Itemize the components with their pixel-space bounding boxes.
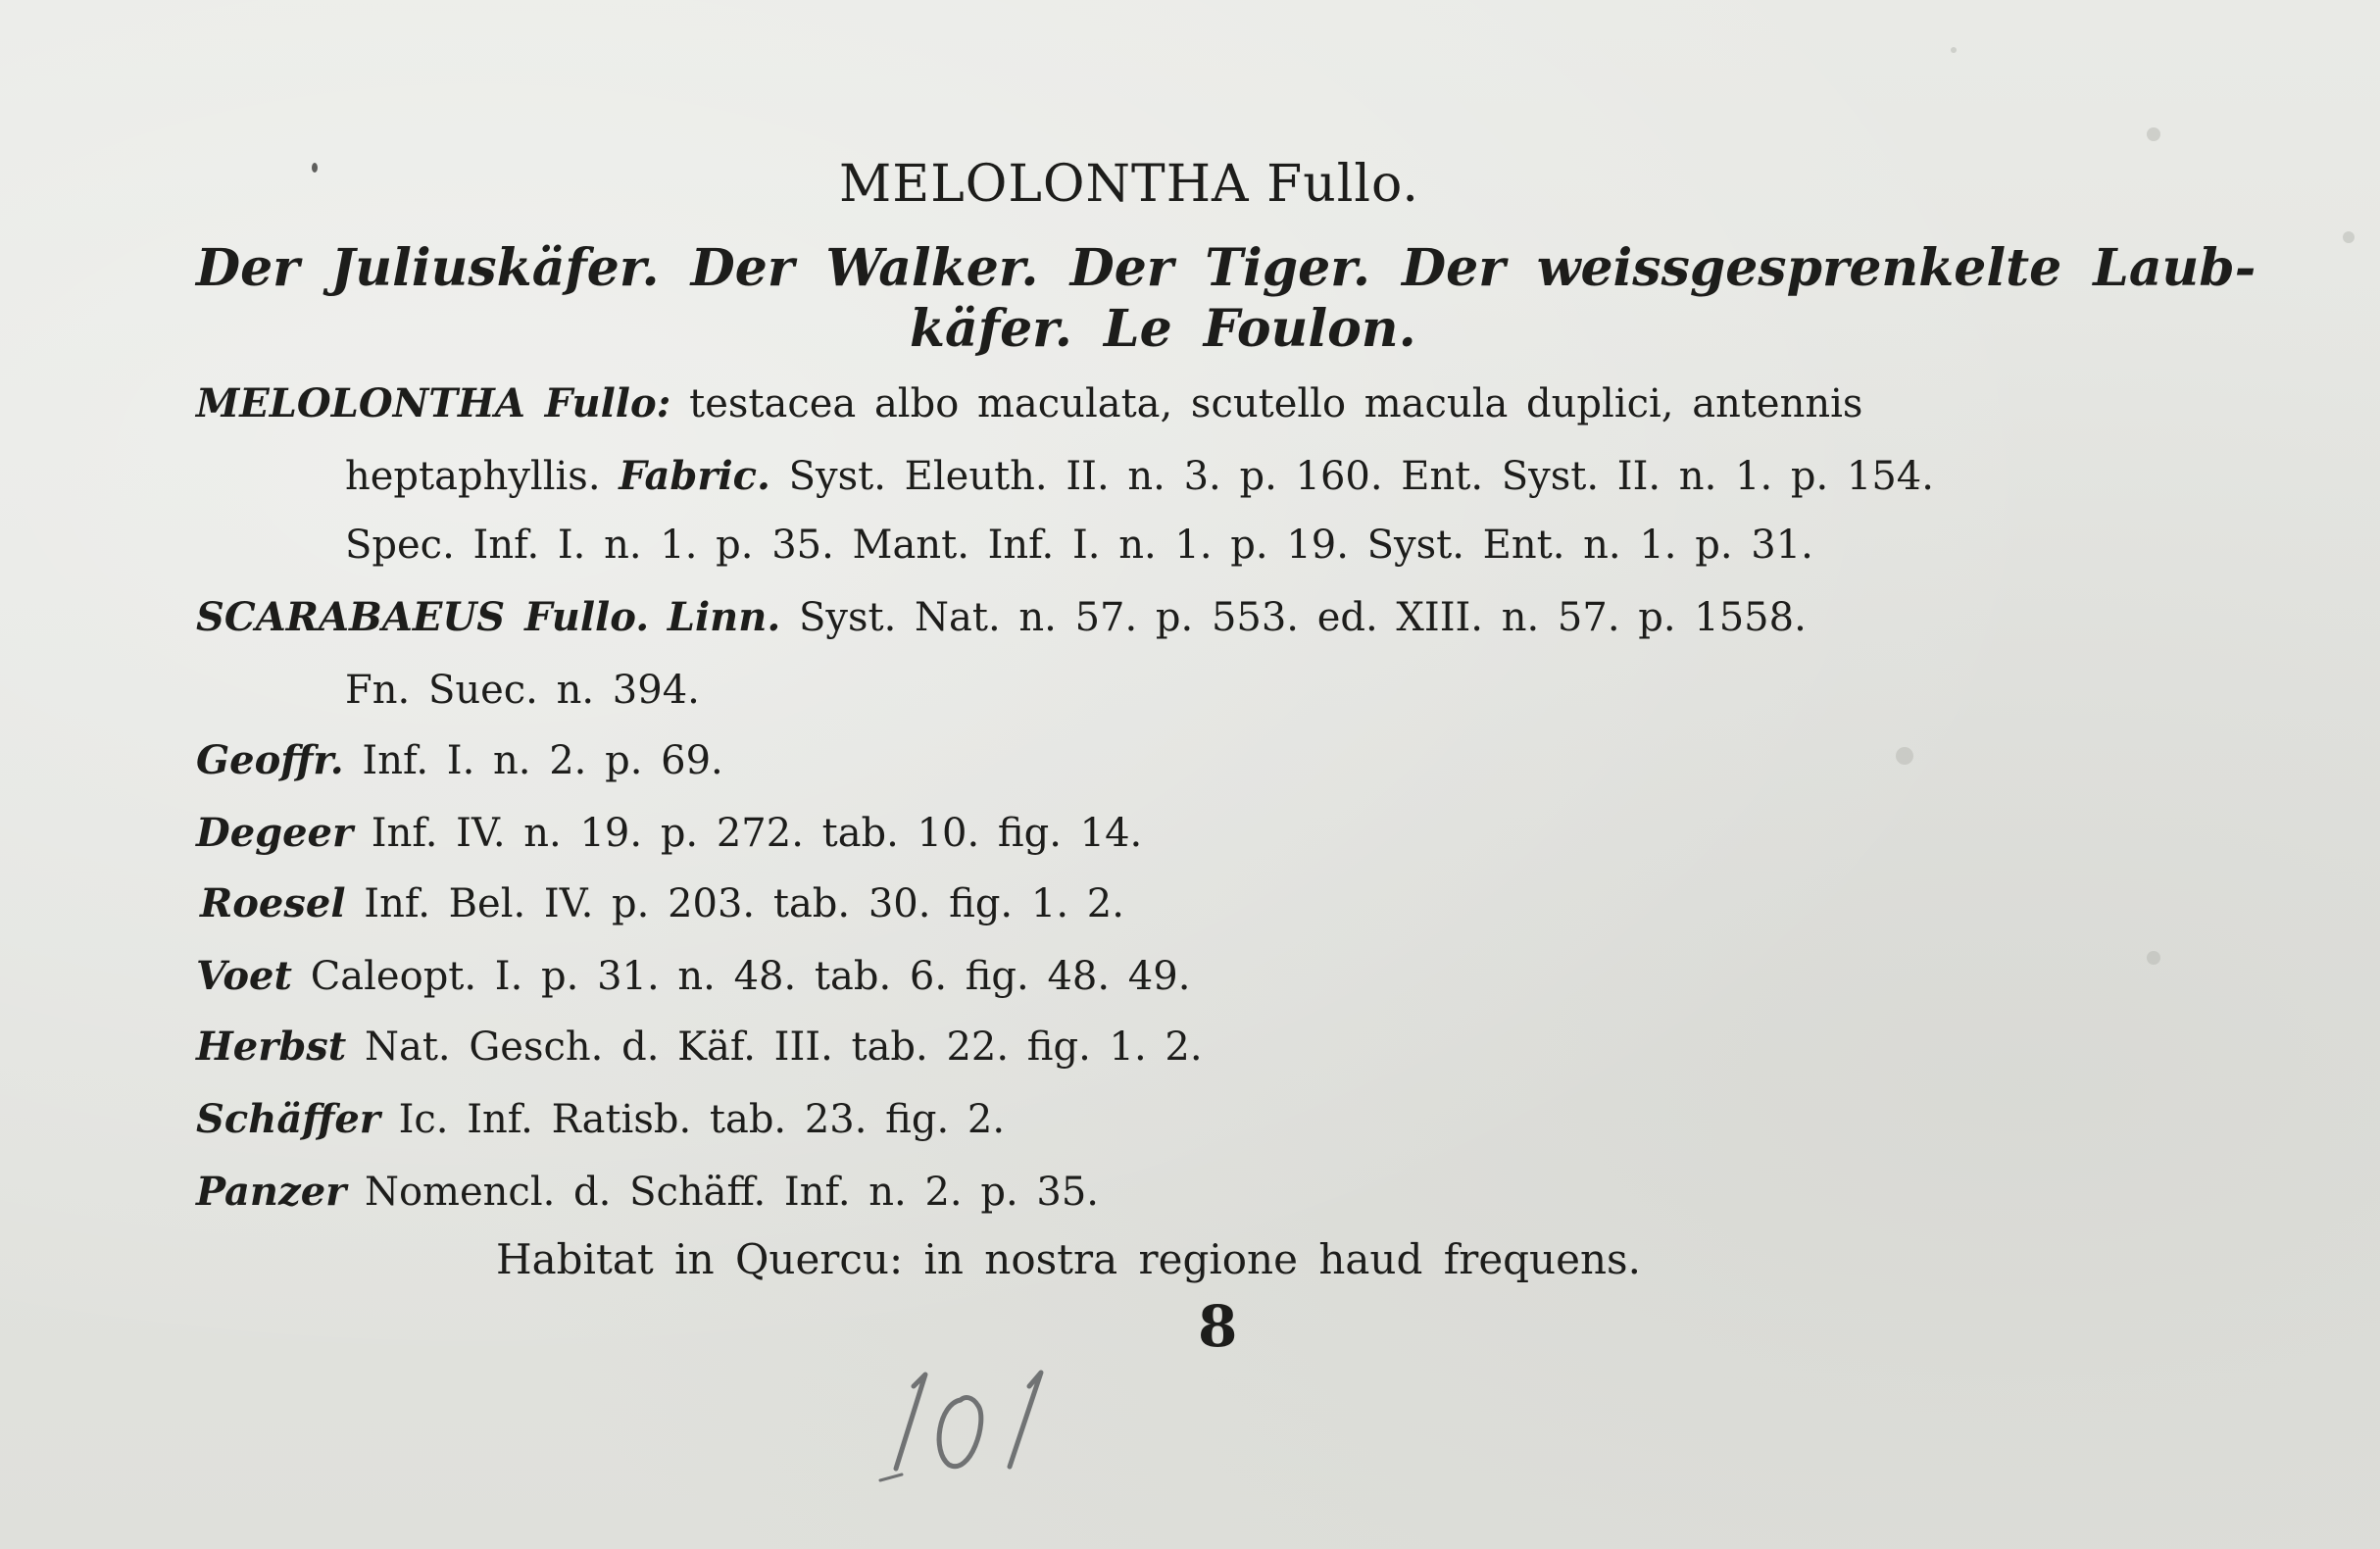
reference-line <box>196 1024 1203 1070</box>
reference-text: Inf. Bel. IV. p. 203. tab. 30. fig. 1. 2. <box>364 881 1124 926</box>
reference-text: Nomencl. d. Schäff. Inf. n. 2. p. 35. <box>364 1170 1099 1215</box>
reference-author: Roesel <box>200 880 346 926</box>
reference-line <box>196 1169 1099 1215</box>
vernacular-names-line1: Der Juliuskäfer. Der Walker. Der Tiger. Der weissgesprenkelte Laub- <box>196 238 2256 298</box>
bleed-through <box>833 637 1617 755</box>
reference-author: Herbst <box>196 1024 347 1070</box>
reference-author: Fabric. <box>619 453 770 499</box>
reference-line <box>196 810 1143 856</box>
synonym-name: SCARABAEUS Fullo. <box>196 594 650 640</box>
paper-speck <box>2343 231 2355 243</box>
reference-author: Geoffr. <box>196 737 344 783</box>
description-line1 <box>196 380 1863 426</box>
reference-line <box>196 1096 1006 1142</box>
page-title: MELOLONTHA Fullo. <box>839 155 1419 214</box>
description-line2 <box>345 453 1934 499</box>
diagnosis-continuation: heptaphyllis. <box>345 454 601 499</box>
reference-author: Degeer <box>196 810 354 856</box>
reference-text: Inf. I. n. 2. p. 69. <box>362 738 723 783</box>
reference-text: Caleopt. I. p. 31. n. 48. tab. 6. fig. 48. 49. <box>310 954 1191 999</box>
habitat-text: Habitat in Quercu: in nostra regione haud frequens. <box>496 1235 1641 1283</box>
synonym-reference: Syst. Nat. n. 57. p. 553. ed. XIII. n. 57. p. 1558. <box>799 595 1807 640</box>
reference-author: Voet <box>196 953 292 999</box>
paper-speck <box>2147 951 2160 965</box>
reference-author: Schäffer <box>196 1096 380 1142</box>
paper-speck <box>1896 747 1913 765</box>
reference-text: Inf. IV. n. 19. p. 272. tab. 10. fig. 14. <box>371 811 1143 856</box>
reference-author: Panzer <box>196 1169 347 1215</box>
reference-line <box>196 953 1191 999</box>
pencil-note-101 <box>863 1361 1078 1488</box>
reference-text: Ic. Inf. Ratisb. tab. 23. fig. 2. <box>398 1097 1006 1142</box>
synonym-line2: Fn. Suec. n. 394. <box>345 668 700 713</box>
diagnosis-text: testacea albo maculata, scutello macula duplici, antennis <box>689 381 1863 426</box>
description-line3: Spec. Inf. I. n. 1. p. 35. Mant. Inf. I. n. 1. p. 19. Syst. Ent. n. 1. p. 31. <box>345 523 1813 568</box>
page-number: 8 <box>1198 1293 1238 1360</box>
paper-speck <box>2147 127 2160 141</box>
vernacular-names-line2: käfer. Le Foulon. <box>910 299 1416 359</box>
reference-text: Syst. Eleuth. II. n. 3. p. 160. Ent. Syst. II. n. 1. p. 154. <box>788 454 1934 499</box>
synonym-line1 <box>196 594 1807 640</box>
ink-speck <box>312 163 318 173</box>
paper-speck <box>1951 47 1957 53</box>
reference-text: Nat. Gesch. d. Käf. III. tab. 22. fig. 1. 2. <box>365 1024 1203 1070</box>
synonym-author: Linn. <box>667 594 781 640</box>
genus-species-name: MELOLONTHA Fullo: <box>196 380 671 426</box>
reference-line <box>200 880 1124 926</box>
reference-line <box>196 737 723 783</box>
